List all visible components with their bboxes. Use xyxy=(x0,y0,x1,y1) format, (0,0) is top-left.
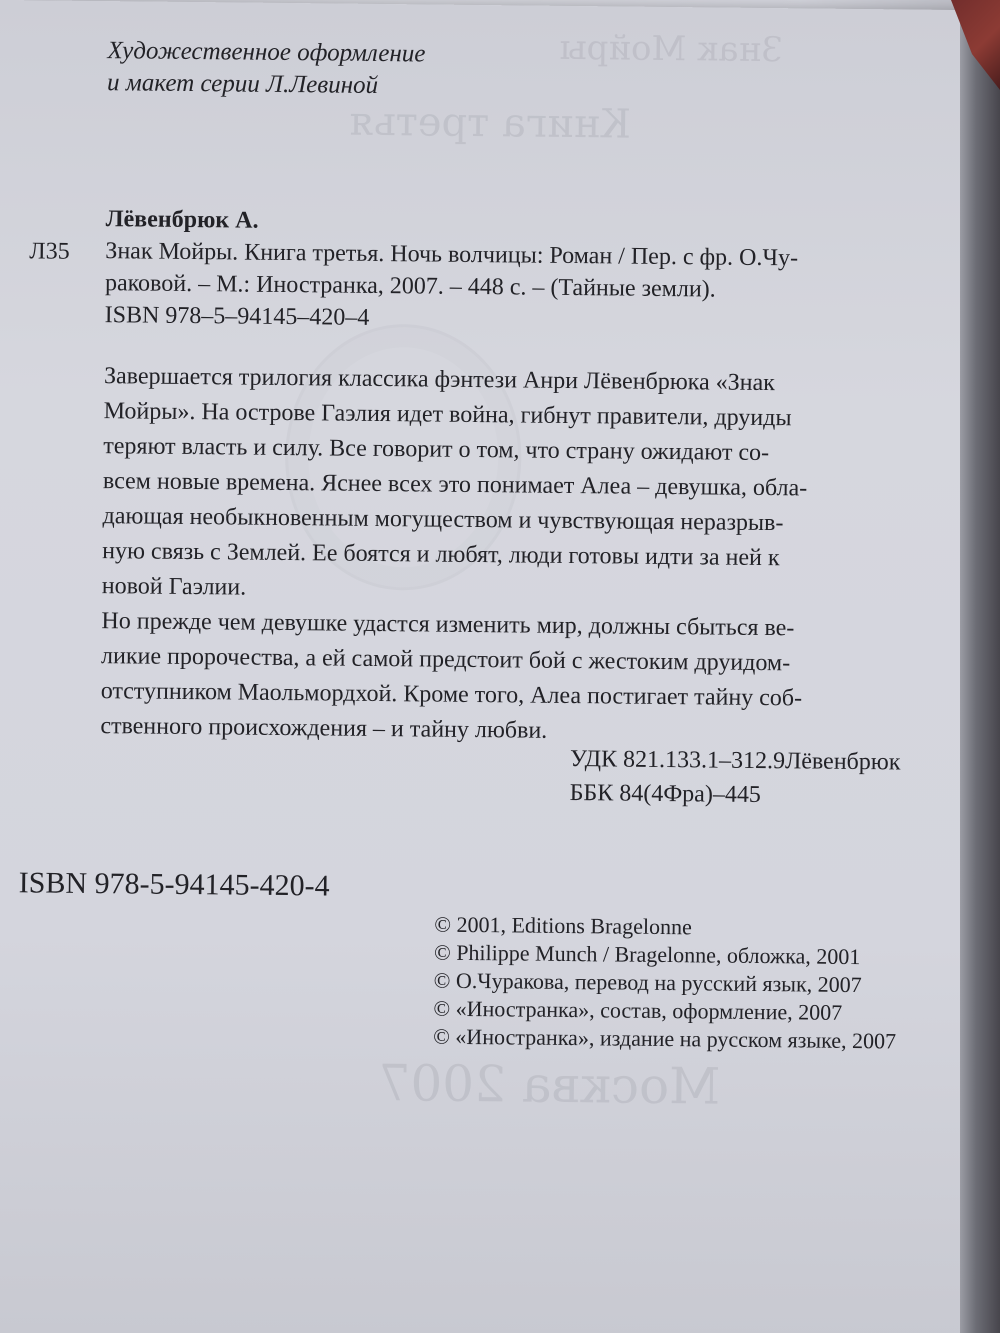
copyright-line: © 2001, Editions Bragelonne xyxy=(434,911,692,940)
catalog-code: Л35 xyxy=(29,238,70,265)
copyright-block xyxy=(433,911,897,1056)
book-annotation xyxy=(100,359,808,751)
annotation-line: новой Гаэлии. xyxy=(101,573,247,601)
annotation-line: теряют власть и силу. Все говорит о том, что страну ожидают со- xyxy=(103,433,770,467)
isbn-main: ISBN 978-5-94145-420-4 xyxy=(18,866,330,903)
annotation-line: всем новые времена. Яснее всех это понимает Алеа – девушка, обла- xyxy=(102,468,808,502)
annotation-line: Мойры». На острове Гаэлия идет война, гибнут правители, друиды xyxy=(103,398,792,432)
classification-codes xyxy=(570,742,901,813)
catalog-isbn: ISBN 978–5–94145–420–4 xyxy=(104,302,370,331)
book-edge xyxy=(960,0,1000,1333)
annotation-line: Завершается трилогия классика фэнтези Анри Лёвенбрюка «Знак xyxy=(103,363,776,397)
copyright-line: © О.Чуракова, перевод на русский язык, 2007 xyxy=(433,967,862,998)
catalog-author: Лёвенбрюк А. xyxy=(105,206,259,234)
catalog-entry xyxy=(105,235,799,338)
bbk-code: ББК 84(4Фра)–445 xyxy=(569,780,762,809)
annotation-line: ную связь с Землей. Ее боятся и любят, люди готовы идти за ней к xyxy=(102,538,780,572)
bleed-through-city-year: Москва 2007 xyxy=(378,1054,721,1116)
annotation-line: отступником Маольмордхой. Кроме того, Алеа постигает тайну соб- xyxy=(100,678,803,712)
design-credits-line-2: и макет серии Л.Левиной xyxy=(106,69,379,99)
copyright-line: © Philippe Munch / Bragelonne, обложка, 2001 xyxy=(433,939,861,970)
annotation-line: дающая необыкновенным могуществом и чувствующая неразрыв- xyxy=(102,503,784,537)
catalog-title-line-2: раковой. – М.: Иностранка, 2007. – 448 с. – (Тайные земли). xyxy=(104,270,716,303)
udk-code: УДК 821.133.1–312.9Лёвенбрюк xyxy=(569,746,901,776)
annotation-line: ственного происхождения – и тайну любви. xyxy=(100,713,548,744)
bleed-through-book-title: Книга третья xyxy=(348,98,632,148)
design-credits-line-1: Художественное оформление xyxy=(107,37,426,68)
copyright-line: © «Иностранка», издание на русском языке, 2007 xyxy=(433,1023,897,1054)
catalog-title-line-1: Знак Мойры. Книга третья. Ночь волчицы: Роман / Пер. с фр. О.Чу- xyxy=(105,238,799,272)
design-credits xyxy=(107,35,426,102)
copyright-line: © «Иностранка», состав, оформление, 2007 xyxy=(433,995,843,1025)
annotation-line: Но прежде чем девушке удастся изменить мир, должны сбыться ве- xyxy=(101,608,795,642)
bleed-through-series-title: Знак Мойры xyxy=(559,27,783,71)
annotation-line: ликие пророчества, а ей самой предстоит бой с жестоким друидом- xyxy=(100,643,791,677)
